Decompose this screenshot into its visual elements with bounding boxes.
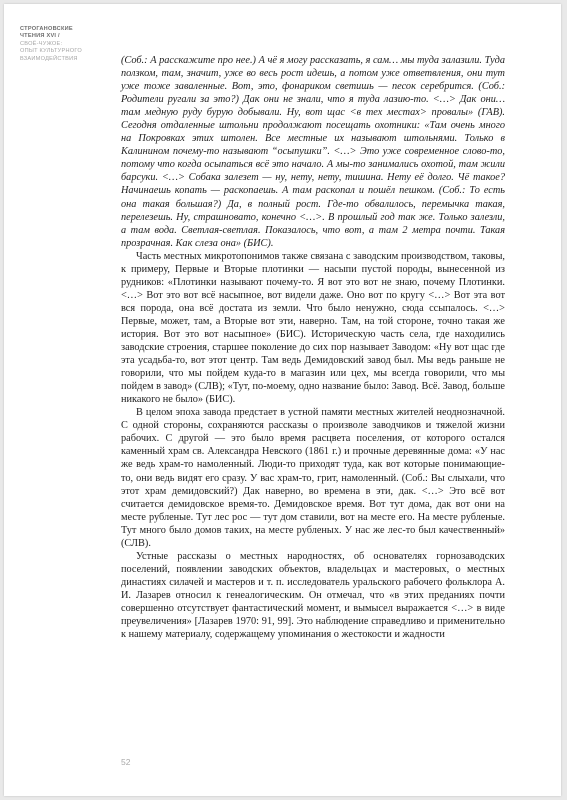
paragraph-factory-era: В целом эпоха завода предстает в устной памяти местных жителей неоднозначной. С одной стороны, сохраняются рассказы о произволе заводчиков и тяжелой жизни рабочих. С другой — это было время расцвета поселения, от которого остался каменный храм св. Александра Невского (1861 г.) и прочные деревянные дома: «У нас же ведь храм-то намоленный. Люди-то приходят туда, как вот которые понимающие-то, они ведь видят его сразу. У вас храм-то, грит, намоленный. (Соб.: Вы слыхали, что этот храм демидовский?) Дак наверно, во времена в эти, дак. <…> Это всё вот считается демидовское время-то. Демидовское время. Вот тут дома, дак вот они на месте рубленые. Тут лес рос — тут дом ставили, вот на месте его. На месте рубленые. Тут много было домов таких, на месте рубленых. У нас же лес-то был качественный» (СЛВ). (121, 407, 505, 549)
running-head-title-line-2: ЧТЕНИЯ XVI / (20, 33, 60, 40)
document-page (4, 4, 561, 796)
running-head-title-line-1: СТРОГАНОВСКИЕ (20, 26, 73, 32)
page-number: 52 (121, 757, 131, 767)
running-head (20, 26, 116, 63)
paragraph-microtoponyms: Часть местных микротопонимов также связана с заводским производством, таковы, к примеру, Первые и Вторые плотинки — насыпи пустой породы, вынесенной из рудников: «Плотинки называют почему-то. Я вот это вот не знаю, почему Плотинки. <…> Вот это вот всё насыпное, вот видели даже. Оно вот по кругу <…> Вот эта вот вся порода, она всё достата из земли. Что было ненужно, сюда ссыпалось. <…> Первые, может, там, а Вторые вот эти, наверно. Там, на той стороне, точно такая же история. Вот это вот насыпное» (БИС). Историческую часть села, где находились заводские строения, старшее поколение до сих пор называет Заводом: «Ну вот щас где эта усадьба-то, вот этот центр. Там ведь Демидовский завод был. Мы ведь раньше не говорили, что мы пойдем куда-то в магазин или цех, мы всегда говорили, что мы пойдем в завод» (СЛВ); «Тут, по-моему, одно название было: Завод. Всё. Завод, больше никакого не было» (БИС). (121, 250, 505, 406)
paragraph-quote-continuation: (Соб.: А расскажите про нее.) А чё я могу рассказать, я сам… мы туда залазили. Туда ползком, там, значит, уже во весь рост идешь, а потом уже ответвления, они тут уже тоже заваленные. Вот, это, фонариком светишь — песок серебрится. (Соб.: Родители ругали за это?) Дак они не знали, что я туда лазию-то. <…> Дак они… там медную руду бурую добывали. Ну, вот щас <в тех местах> провалы» (ГАВ). Сегодня отдаленные штольни продолжают посещать охотники: «Там очень много на Покровках этих штолен. Все местные их называют штольнями. Только в Калинином почему-то называют “осыпушки”. <…> Это уже современное слово-то, потому что когда осыпаться всё это начало. А мы-то занимались охотой, там жили барсуки. <…> Собака залезет — ну, нету, нету, тишина. Нету её долго. Чё такое? Начинаешь копать — раскопаешь. А там раскопал и пошёл пешком. (Соб.: То есть она такая большая?) Да, в полный рост. Где-то обвалилось, перемычка такая, перелезешь. Ну, страшновато, конечно <…>. В прошлый год так же. Только залезли, а там вода. Светлая-светлая. Показалось, что вот, а там 2 метра почти. Такая прозрачная. Как слеза она» (БИС). (121, 55, 505, 249)
body-text (121, 54, 505, 641)
running-head-subtitle-line-2: ОПЫТ КУЛЬТУРНОГО (20, 48, 82, 55)
running-head-subtitle-line-1: СВОЁ-ЧУЖОЕ: (20, 40, 63, 47)
running-head-subtitle-line-3: ВЗАИМОДЕЙСТВИЯ (20, 55, 78, 62)
paragraph-oral-stories: Устные рассказы о местных народностях, об основателях горнозаводских поселений, появлении заводских объектов, владельцах и мастеровых, о местных династиях силачей и мастеров и т. п. исследователь уральского рабочего фольклора А. И. Лазарев относил к генеалогическим. Он отмечал, что «в этих преданиях почти совершенно отсутствует фантастический момент, и вымысел выражается <…> в виде преувеличения» [Лазарев 1970: 91, 99]. Это наблюдение справедливо и применительно к нашему материалу, содержащему упоминания о жестокости и жадности (121, 550, 505, 641)
